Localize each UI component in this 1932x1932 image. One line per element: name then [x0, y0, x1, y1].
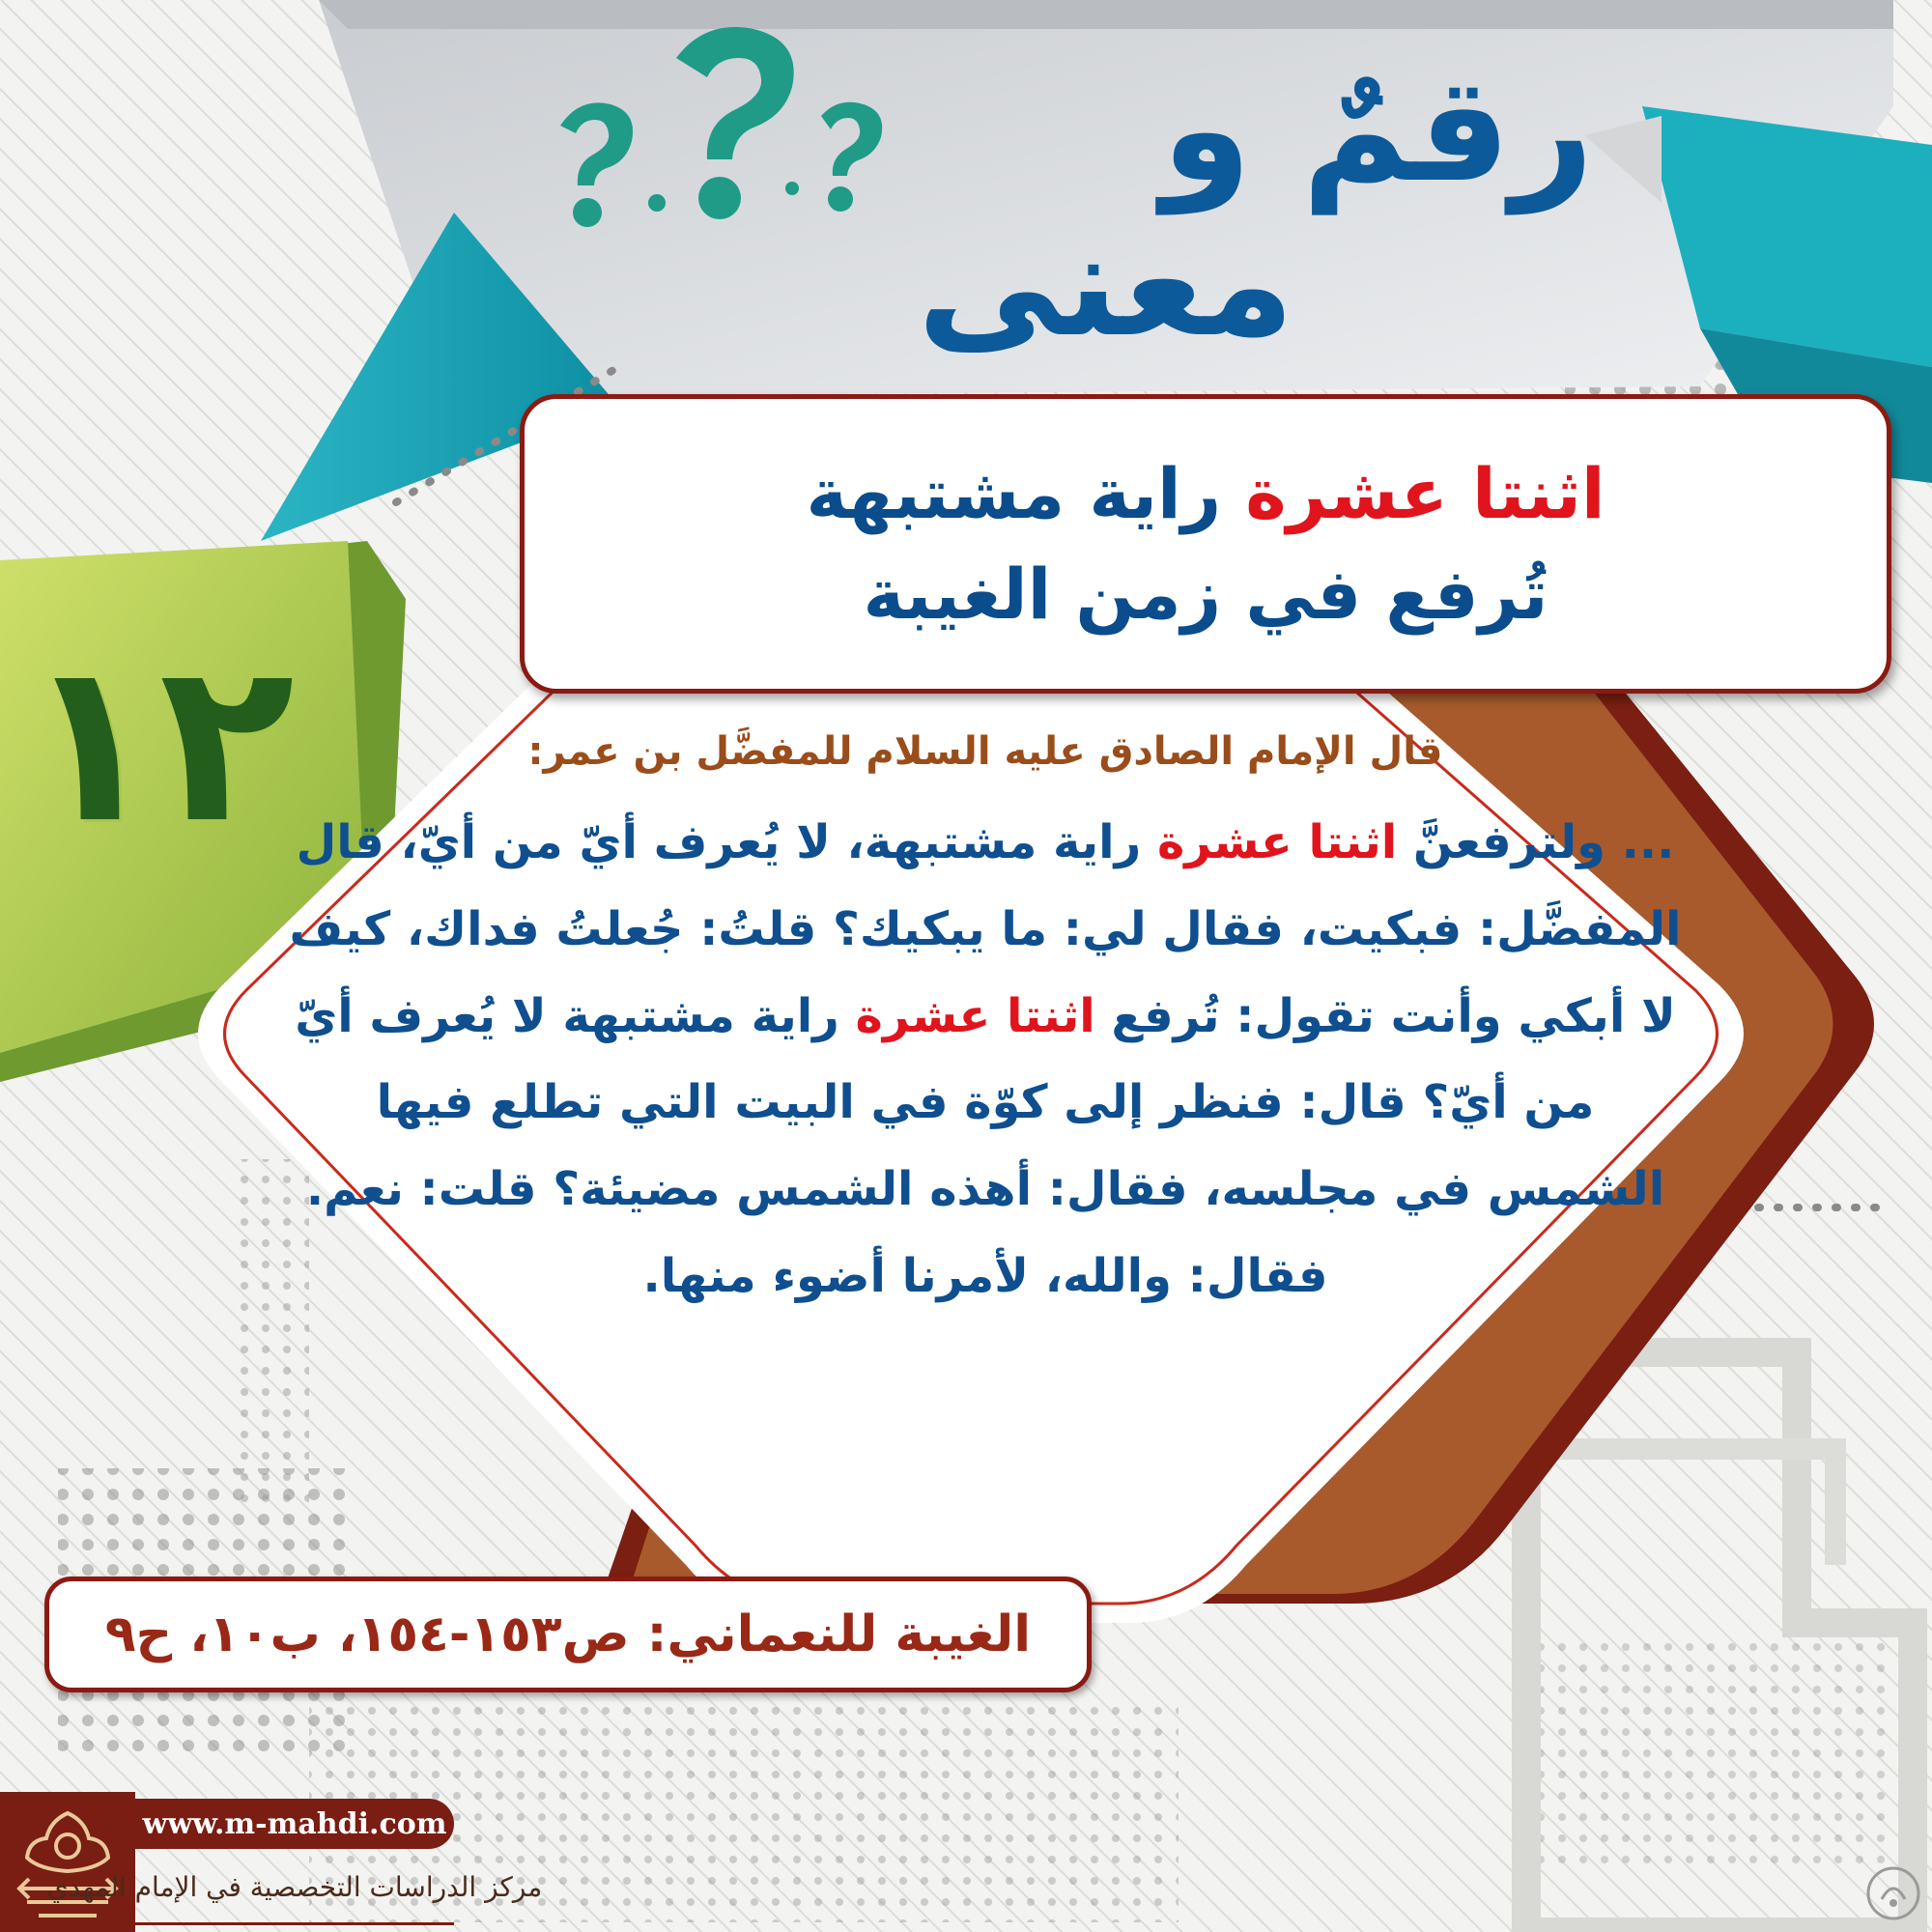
logo — [502, 19, 1613, 367]
footer-name-bar — [46, 1851, 543, 1925]
organization-name: مركز الدراسات التخصصية في الإمام المهدي — [46, 1870, 543, 1903]
website-link[interactable]: www.m-mahdi.com — [142, 1806, 447, 1841]
quote-highlight-1: اثنتا عشرة — [1156, 815, 1398, 869]
quote-highlight-2: اثنتا عشرة — [855, 988, 1095, 1043]
logo-line-2: معنى — [917, 201, 1294, 369]
center-emblem-icon — [0, 1792, 135, 1932]
question-marks-icon — [502, 19, 927, 270]
title-line-1 — [806, 443, 1605, 544]
quote-intro: قال الإمام الصادق عليه السلام للمفضَّل بن عمر: — [527, 729, 1443, 774]
logo-line-1: رقمٌ و — [1161, 46, 1594, 214]
title-box — [520, 394, 1891, 694]
title-line-2: تُرفع في زمن الغيبة — [863, 554, 1548, 635]
quote-part-2: راية مشتبهة، لا يُعرف أيّ من أيّ، قال المفضَّل: فبكيت، فقال لي: ما يبكيك؟ قلتُ: جُعلتُ فداك، كيف لا أبكي وأنت تقول: تُرفع — [289, 815, 1682, 1043]
title-highlight: اثنتا عشرة — [1245, 452, 1605, 534]
source-box — [44, 1577, 1092, 1692]
quote-part-3: راية مشتبهة لا يُعرف أيّ من أيّ؟ قال: فنظر إلى كوّة في البيت التي تطلع فيها الشمس في مجلسه، فقال: أهذه الشمس مضيئة؟ قلت: نعم. فقال: والله، لأمرنا أضوء منها. — [295, 988, 1665, 1303]
footer-url-bar — [135, 1799, 454, 1849]
seal-icon — [1864, 1864, 1922, 1922]
quote-area — [251, 726, 1719, 1557]
source-citation: الغيبة للنعماني: ص١٥٣-١٥٤، ب١٠، ح٩ — [104, 1605, 1032, 1663]
quote-text — [251, 800, 1719, 1321]
title-line-1-rest: راية مشتبهة — [806, 452, 1222, 534]
number-badge: ١٢ — [23, 614, 295, 872]
quote-part-1: ... ولترفعنَّ — [1397, 815, 1675, 869]
